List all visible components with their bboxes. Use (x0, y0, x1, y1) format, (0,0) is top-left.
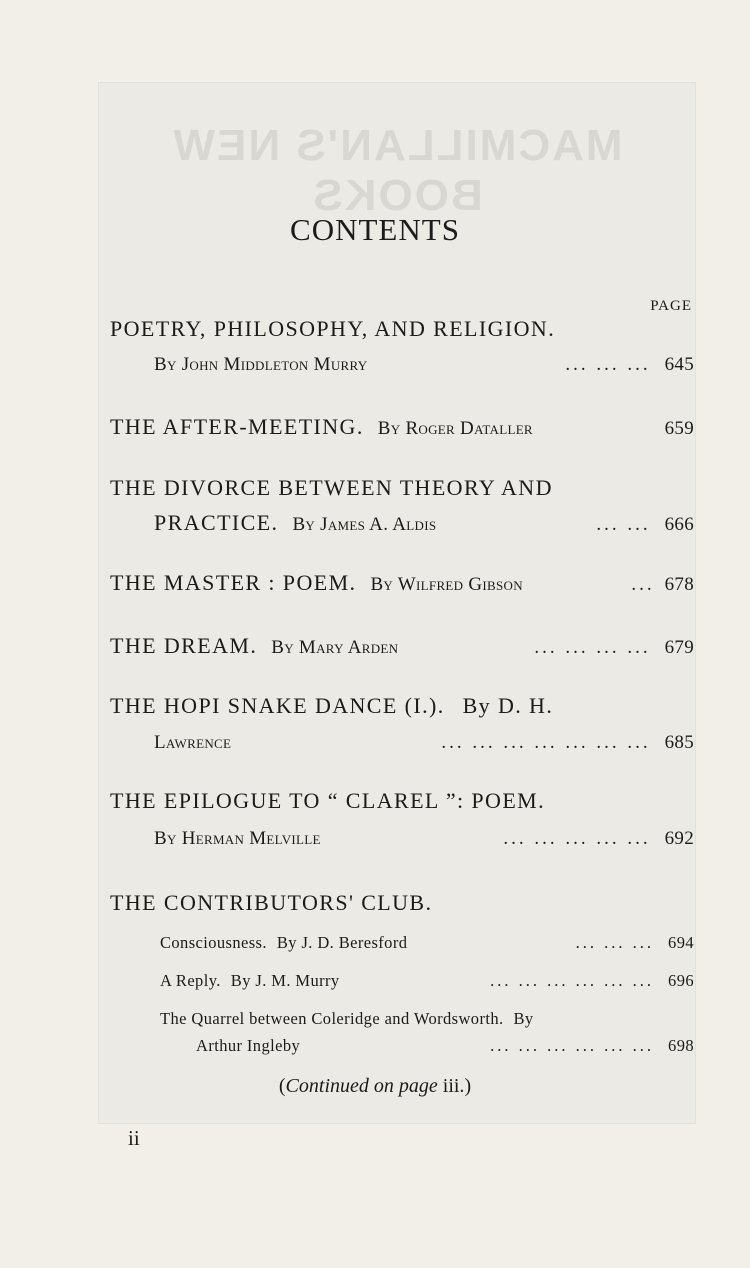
toc-entry-title: THE AFTER-MEETING. By Roger Dataller 659 (110, 414, 694, 439)
page-number: 692 (664, 828, 694, 849)
page-number: 694 (668, 933, 694, 952)
page-number: 696 (668, 971, 694, 990)
toc-entry-title: THE DREAM. By Mary Arden ... ... ... ... 679 (110, 633, 694, 658)
leader-dots: ... ... ... (575, 933, 655, 952)
author-name-start: By D. H. (462, 693, 554, 718)
page-number: 678 (664, 574, 694, 595)
page-number: 698 (668, 1036, 694, 1055)
page-number: 645 (664, 354, 694, 375)
leader-dots: ... ... ... ... (534, 637, 651, 658)
toc-entry-title: THE DIVORCE BETWEEN THEORY AND (110, 475, 553, 500)
author-name: By J. D. Beresford (276, 933, 408, 952)
leader-dots: ... ... ... ... ... ... (490, 1036, 655, 1055)
author-name: By Herman Melville (154, 828, 321, 849)
author-name: By J. M. Murry (230, 971, 340, 990)
club-item: The Quarrel between Coleridge and Wordsworth. By (160, 1009, 534, 1028)
page-number: 659 (664, 418, 694, 439)
toc-entry-author-line (154, 354, 694, 376)
author-name: By James A. Aldis (292, 514, 437, 535)
show-through-heading: MACMILLAN'S NEW BOOKS (171, 121, 623, 220)
page-title: CONTENTS (290, 212, 460, 247)
toc-entry-title: THE HOPI SNAKE DANCE (I.). By D. H. (110, 693, 554, 718)
leader-dots: ... ... ... ... ... (503, 828, 651, 849)
author-name: By Mary Arden (271, 637, 399, 658)
toc-entry-title: POETRY, PHILOSOPHY, AND RELIGION. (110, 316, 556, 341)
continued-note: (Continued on page iii.) (278, 1075, 472, 1097)
toc-entry-author-line (154, 828, 694, 850)
folio-page-number: ii (128, 1126, 140, 1150)
leader-dots: ... ... (596, 514, 651, 535)
author-name: By John Middleton Murry (154, 354, 368, 375)
toc-entry-title: THE MASTER : POEM. By Wilfred Gibson ... 678 (110, 570, 694, 595)
author-name: By Roger Dataller (377, 418, 533, 439)
author-name: Arthur Ingleby (196, 1036, 301, 1055)
club-item: A Reply. By J. M. Murry ... ... ... ... ... ... 696 (160, 971, 694, 990)
toc-entry-title: THE EPILOGUE TO “ CLAREL ”: POEM. (110, 788, 546, 813)
page-number: 679 (664, 637, 694, 658)
author-name: By Wilfred Gibson (370, 574, 523, 595)
leader-dots: ... ... ... ... ... ... (490, 971, 655, 990)
page-number: 666 (664, 514, 694, 535)
leader-dots: ... (631, 574, 655, 595)
leader-dots: ... ... ... (565, 354, 651, 375)
toc-entry-author-line (154, 732, 694, 754)
author-name-start: By (513, 1009, 534, 1028)
page-column-label: PAGE (650, 298, 692, 314)
page-number: 685 (664, 732, 694, 753)
toc-entry-author-line: PRACTICE. By James A. Aldis ... ... 666 (154, 510, 694, 535)
leader-dots: ... ... ... ... ... ... ... (441, 732, 651, 753)
club-item: Consciousness. By J. D. Beresford ... ... ... 694 (160, 933, 694, 952)
section-heading: THE CONTRIBUTORS' CLUB. (110, 890, 433, 915)
author-name: Lawrence (154, 732, 232, 753)
club-item-continuation (196, 1036, 694, 1056)
